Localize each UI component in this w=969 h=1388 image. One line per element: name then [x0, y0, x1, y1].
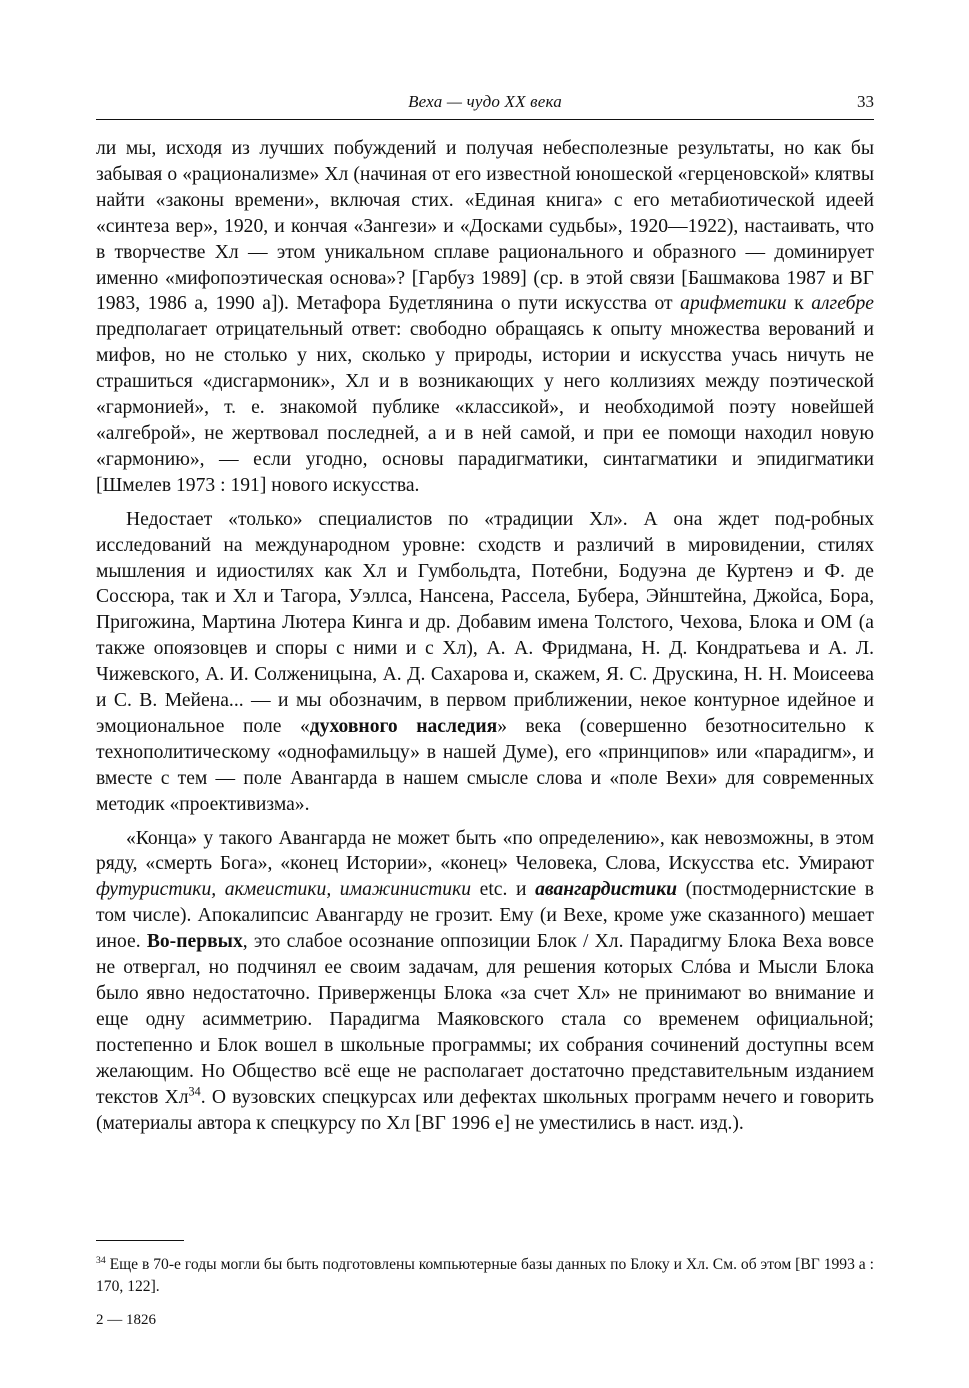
footnote-mark: 34 — [96, 1254, 106, 1266]
paragraph-1-emphasis-algebra: алгебре — [811, 293, 874, 315]
paragraph-2 — [96, 507, 874, 818]
header-rule — [96, 119, 874, 120]
paragraph-3-text-b: etc. и — [471, 879, 536, 901]
paragraph-3-bold-italic-term: авангардистики — [535, 879, 678, 901]
paragraph-1-connector: к — [786, 293, 812, 315]
page-header — [96, 86, 874, 120]
paragraph-3-text-e: . О вузовских спецкурсах или дефектах школьных программ нечего и говорить (материалы автора к спецкурсу по Хл [ВГ 1996 е] не уместились в наст. изд.). — [96, 1086, 874, 1134]
paragraph-1-continuation: предполагает отрицательный ответ: свободно обращаясь к опыту множества верований и мифов, но не столько у них, сколько у природы, истории и искусства учась ничуть не страшиться «дисгармоник», Хл и в возникающих у него коллизиях между поэтической «гармонией», т. е. знакомой публике «классикой», и необходимой поэту новейшей «алгеброй», не жертвовал последней, а и в ней самой, и при ее помощи находил новую «гармонию», — если угодно, основы парадигматики, синтагматики и эпидигматики [Шмелев 1973 : 191] нового искусства. — [96, 319, 874, 496]
paragraph-3-text-c: (постмодернистские в том числе). Апокалипсис Авангарду не грозит. Ему (и Вехе, кроме уже сказанного) мешает иное. — [96, 879, 874, 953]
paragraph-2-text-a: Недостает «только» специалистов по «традиции Хл». А она ждет под-робных исследований на международном уровне: сходств и различий в мировидении, стилях мышления и идиостилях как Хл и Гумбольдта, Потебни, Бодуэна де Куртенэ и Ф. де Соссюра, так и Хл и Тагора, Уэллса, Нансена, Рассела, Бубера, Эйнштейна, Джойса, Бора, Пригожина, Мартина Лютера Кинга и др. Добавим имена Толстого, Чехова, Блока и ОМ (а также опоязовцев и споры с ними и с Хл), А. А. Фридмана, Н. Д. Кондратьева и А. Л. Чижевского, А. И. Солженицына, А. Д. Сахарова и, скажем, Я. С. Друскина, Н. Н. Моисеева и С. В. Мейена... — и мы обозначим, в первом приближении, некое контурное идейное и эмоциональное поле « — [96, 508, 874, 737]
paragraph-1-emphasis-arithmetic: арифметики — [680, 293, 787, 315]
footnote — [96, 1254, 874, 1298]
page-number: 33 — [857, 92, 874, 111]
paragraph-2-text-b: » века (совершенно безотносительно к технополитическому «однофамильцу» в нашей Думе), его «принципов» или «парадигм», и вместе с тем — поле Авангарда в нашем смысле слова и «поле Вехи» для современных методик «проективизма». — [96, 715, 875, 815]
paragraph-3-text-d: , это слабое осознание оппозиции Блок / Хл. Парадигму Блока Веха вовсе не отвергал, но подчинял ее своим задачам, для решения которых Слóва и Мысли Блока было явно недостаточно. Приверженцы Блока «за счет Хл» не принимают во внимание и еще одну асимметрию. Парадигма Маяковского стала со временем официальной; постепенно и Блок вошел в школьные программы; их собрания сочинений доступны всем желающим. Но Общество всё еще не располагает достаточно представительным изданием текстов Хл — [96, 931, 874, 1108]
paragraph-3-bold-firstly: Во-первых — [146, 931, 243, 953]
running-title: Веха — чудо XX века — [408, 92, 562, 111]
paragraph-3 — [96, 826, 874, 1137]
main-text — [96, 136, 874, 1144]
paragraph-3-text-a: «Конца» у такого Авангарда не может быть «по определению», как невозможны, в этом ряду, «смерть Бога», «конец Истории», «конец» Человека, Слова, Искусства etc. Умирают — [96, 827, 874, 875]
paragraph-1-text: ли мы, исходя из лучших побуждений и получая небесполезные результаты, но как бы забывая о «рационализме» Хл (начиная от его известной юношеской «герценовской» клятвы найти «законы времени», включая стих. «Единая книга» с его метабиотической идеей «синтеза вер», 1920, и кончая «Зангези» и «Досками судьбы», 1920—1922), настаивать, что в творчестве Хл — этом уникальном сплаве рационального и образного — доминирует именно «мифопоэтическая основа»? [Гарбуз 1989] (ср. в этой связи [Башмакова 1987 и ВГ 1983, 1986 а, 1990 а]). Метафора Будетлянина о пути искусства от — [96, 138, 874, 315]
paragraph-3-italic-terms: футуристики, акмеистики, имажинистики — [96, 879, 472, 901]
printer-signature: 2 — 1826 — [96, 1312, 156, 1328]
footnote-text: Еще в 70-е годы могли бы быть подготовлены компьютерные базы данных по Блоку и Хл. См. об этом [ВГ 1993 а : 170, 122]. — [96, 1256, 874, 1295]
paragraph-2-bold-term: духовного наследия — [309, 715, 498, 737]
footnote-rule — [96, 1240, 184, 1241]
footnote-reference[interactable]: 34 — [188, 1084, 201, 1099]
paragraph-1 — [96, 136, 874, 499]
